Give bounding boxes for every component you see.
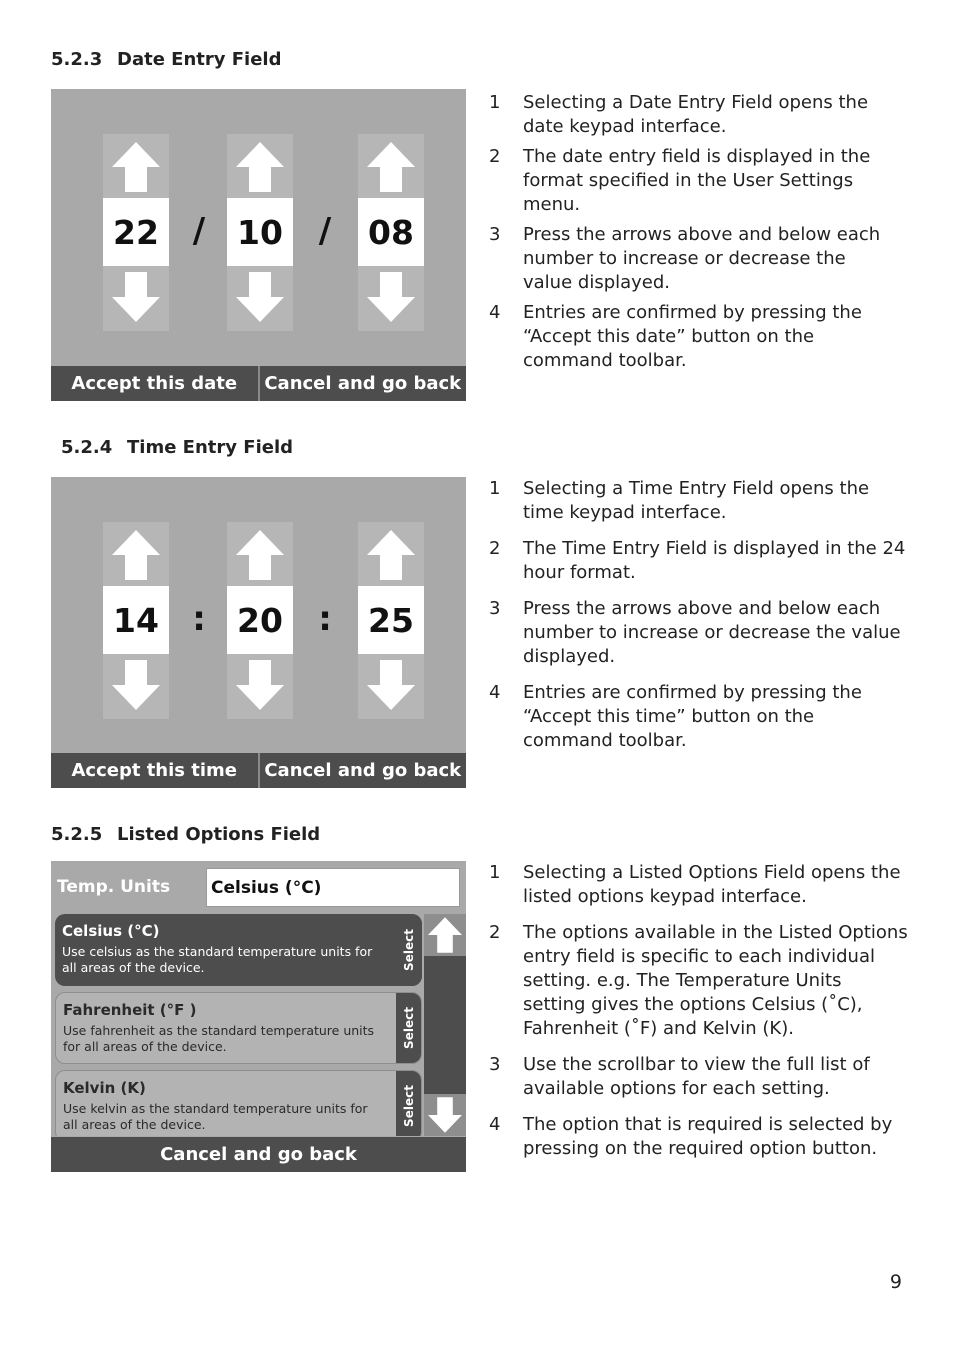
- arrow-down-icon[interactable]: [367, 272, 415, 322]
- arrow-down-icon: [428, 1096, 462, 1134]
- option-description: Use fahrenheit as the standard temperature units for all areas of the device.: [63, 1023, 375, 1054]
- arrow-up-icon[interactable]: [236, 142, 284, 192]
- minute-column: [227, 522, 293, 719]
- year-column: [358, 134, 424, 331]
- second-column: [358, 522, 424, 719]
- cancel-button[interactable]: Cancel and go back: [258, 366, 467, 401]
- list-item: 2 The date entry field is displayed in the format specified in the User Settings menu.: [489, 146, 871, 215]
- command-toolbar: [51, 753, 466, 788]
- option-celsius[interactable]: [55, 914, 422, 986]
- section-title: Time Entry Field: [127, 437, 293, 458]
- option-kelvin[interactable]: [55, 1070, 422, 1136]
- date-keypad-panel: [51, 89, 466, 401]
- arrow-up-icon: [428, 916, 462, 954]
- list-item: 3 Use the scrollbar to view the full list of available options for each setting.: [489, 1054, 870, 1099]
- hour-column: [103, 522, 169, 719]
- arrow-down-icon[interactable]: [236, 272, 284, 322]
- section-heading-options: [51, 824, 320, 845]
- date-separator: /: [318, 211, 332, 251]
- option-fahrenheit[interactable]: [55, 992, 422, 1064]
- option-clip: [55, 1070, 422, 1136]
- scroll-down-button[interactable]: [424, 1094, 466, 1136]
- arrow-down-icon[interactable]: [112, 272, 160, 322]
- section-number: 5.2.4: [61, 437, 113, 458]
- section-number: 5.2.5: [51, 824, 103, 845]
- arrow-up-icon[interactable]: [236, 530, 284, 580]
- list-item: 2 The options available in the Listed Options entry field is specific to each individual setting. e.g. The Temperature Units setting gives the options Celsius (˚C), Fahrenheit (˚F) and Kelvin (K).: [489, 922, 908, 1039]
- option-description: Use celsius as the standard temperature units for all areas of the device.: [62, 944, 373, 975]
- time-instructions: [489, 477, 909, 753]
- day-column: [103, 134, 169, 331]
- cancel-button[interactable]: Cancel and go back: [258, 753, 467, 788]
- year-value: 08: [358, 198, 424, 266]
- page-number: 9: [889, 1271, 902, 1293]
- field-label: Temp. Units: [57, 877, 171, 897]
- option-title: Celsius (°C): [62, 922, 160, 940]
- list-item: 1 Selecting a Listed Options Field opens the listed options keypad interface.: [489, 862, 901, 907]
- field-value-display: Celsius (°C): [206, 868, 460, 907]
- month-column: [227, 134, 293, 331]
- list-item: 4 Entries are confirmed by pressing the “Accept this date” button on the command toolbar.: [489, 302, 862, 371]
- select-button[interactable]: Select: [396, 992, 422, 1064]
- list-item: 4 Entries are confirmed by pressing the “Accept this time” button on the command toolbar.: [489, 682, 862, 751]
- option-description: Use kelvin as the standard temperature units for all areas of the device.: [63, 1101, 368, 1132]
- accept-date-button[interactable]: Accept this date: [71, 373, 238, 394]
- minute-value: 20: [227, 586, 293, 654]
- scroll-up-button[interactable]: [424, 914, 466, 956]
- accept-time-button[interactable]: Accept this time: [71, 760, 238, 781]
- option-title: Fahrenheit (°F ): [63, 1001, 197, 1019]
- list-item: 2 The Time Entry Field is displayed in the 24 hour format.: [489, 538, 906, 583]
- section-heading-date: [51, 49, 282, 70]
- list-item: 3 Press the arrows above and below each number to increase or decrease the value displayed.: [489, 598, 901, 667]
- cancel-button[interactable]: Cancel and go back: [160, 1144, 357, 1165]
- arrow-up-icon[interactable]: [367, 530, 415, 580]
- list-item: 4 The option that is required is selected by pressing on the required option button.: [489, 1114, 893, 1159]
- section-title: Date Entry Field: [117, 49, 282, 70]
- month-value: 10: [227, 198, 293, 266]
- scrollbar[interactable]: [424, 914, 466, 1136]
- list-item: 1 Selecting a Time Entry Field opens the time keypad interface.: [489, 478, 870, 523]
- section-number: 5.2.3: [51, 49, 103, 70]
- section-heading-time: [61, 437, 293, 458]
- second-value: 25: [358, 586, 424, 654]
- command-toolbar: [51, 366, 466, 401]
- date-instructions: [489, 91, 899, 373]
- select-button[interactable]: Select: [396, 1070, 422, 1136]
- time-keypad-panel: [51, 477, 466, 788]
- arrow-down-icon[interactable]: [367, 660, 415, 710]
- command-toolbar: [51, 1137, 466, 1172]
- options-keypad-panel: [51, 861, 466, 1172]
- arrow-down-icon[interactable]: [112, 660, 160, 710]
- option-title: Kelvin (K): [63, 1079, 146, 1097]
- list-item: 1 Selecting a Date Entry Field opens the date keypad interface.: [489, 92, 869, 137]
- arrow-down-icon[interactable]: [236, 660, 284, 710]
- section-title: Listed Options Field: [117, 824, 321, 845]
- day-value: 22: [103, 198, 169, 266]
- options-instructions: [489, 861, 909, 1161]
- date-separator: /: [192, 211, 206, 251]
- time-separator: :: [192, 599, 206, 639]
- hour-value: 14: [103, 586, 169, 654]
- arrow-up-icon[interactable]: [367, 142, 415, 192]
- select-button[interactable]: Select: [396, 914, 422, 986]
- arrow-up-icon[interactable]: [112, 530, 160, 580]
- arrow-up-icon[interactable]: [112, 142, 160, 192]
- time-separator: :: [318, 599, 332, 639]
- list-item: 3 Press the arrows above and below each number to increase or decrease the value displayed.: [489, 224, 881, 293]
